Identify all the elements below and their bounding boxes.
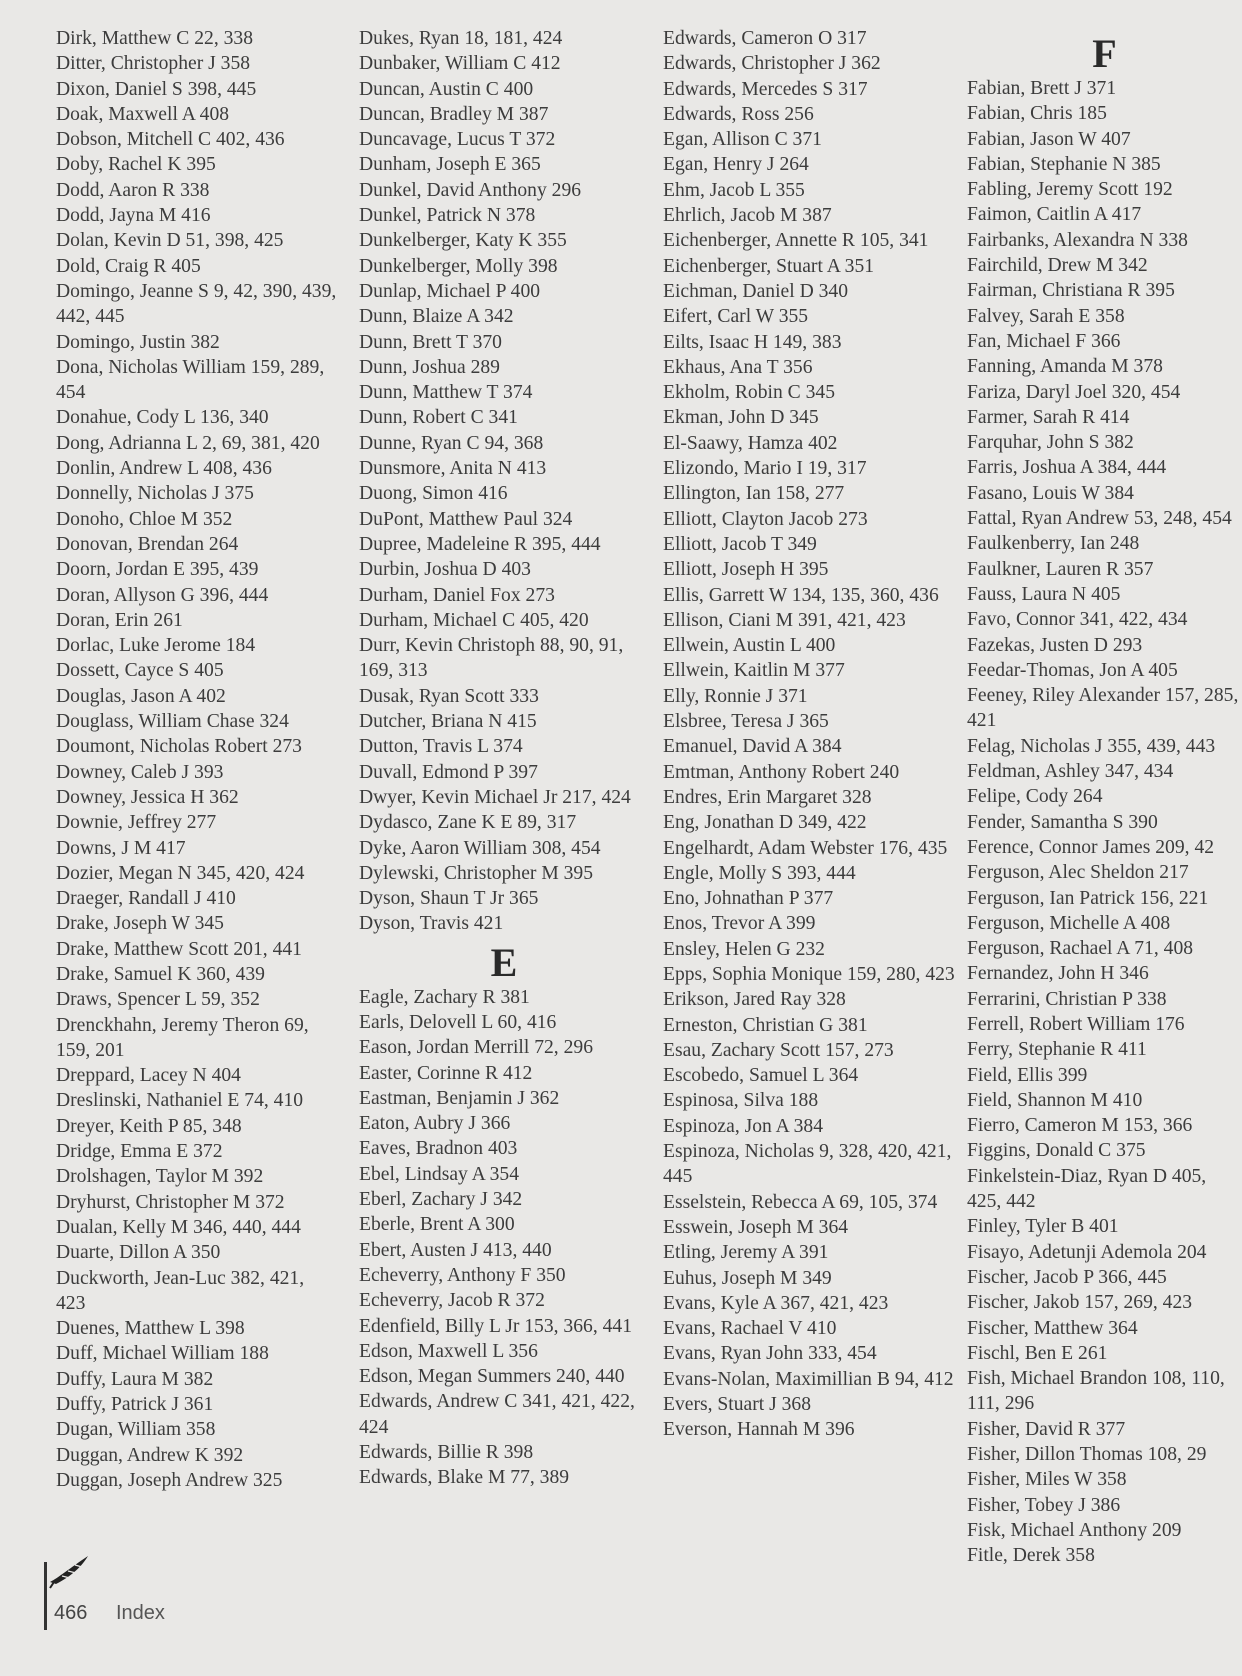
index-entry: Dukes, Ryan 18, 181, 424 [359,28,563,49]
index-entry: Eichenberger, Stuart A 351 [663,255,875,277]
index-entry: Edwards, Ross 256 [663,103,814,125]
index-entry: Dolan, Kevin D 51, 398, 425 [56,230,284,252]
index-entry: Downs, J M 417 [56,837,186,859]
index-entry: Dwyer, Kevin Michael Jr 217, 424 [359,786,631,808]
index-entry: Ferguson, Ian Patrick 156, 221 [967,887,1209,909]
index-entry: Fernandez, John H 346 [967,963,1149,985]
index-entry: Ferguson, Michelle A 408 [967,912,1171,934]
index-entry: Dualan, Kelly M 346, 440, 444 [56,1216,301,1238]
index-entry: Etling, Jeremy A 391 [663,1242,829,1264]
index-entry: Dupree, Madeleine R 395, 444 [359,533,601,555]
index-entry: Fisher, Tobey J 386 [967,1494,1121,1516]
index-entry: Duncan, Bradley M 387 [359,103,549,125]
index-entry: Dunn, Brett T 370 [359,331,502,353]
index-entry: Epps, Sophia Monique 159, 280, 423 [663,963,955,985]
index-entry: Ensley, Helen G 232 [663,938,825,960]
index-entry: Dozier, Megan N 345, 420, 424 [56,862,305,884]
index-entry: Eaton, Aubry J 366 [359,1113,511,1135]
index-entry: Figgins, Donald C 375 [967,1140,1146,1162]
index-entry: Downie, Jeffrey 277 [56,812,217,834]
index-entry: Field, Shannon M 410 [967,1089,1143,1111]
index-entry: Fabian, Brett J 371 [967,78,1117,99]
index-entry: Emanuel, David A 384 [663,736,842,758]
section-letter-heading: E [490,939,518,985]
index-entry: Ferguson, Alec Sheldon 217 [967,862,1189,884]
index-column-3 [663,26,961,1443]
index-entry: Donnelly, Nicholas J 375 [56,483,254,505]
footer-rule [44,1562,47,1630]
index-entry: Durham, Michael C 405, 420 [359,609,589,631]
index-entry: Echeverry, Jacob R 372 [359,1290,545,1312]
index-entry: Duffy, Laura M 382 [56,1368,214,1390]
index-entry: Dodd, Jayna M 416 [56,205,211,227]
index-entry: Dunn, Blaize A 342 [359,306,514,328]
index-entry: Dunn, Matthew T 374 [359,382,533,404]
index-entry: Evans, Kyle A 367, 421, 423 [663,1292,889,1314]
index-entry: Donahue, Cody L 136, 340 [56,407,269,429]
index-entry: Dyke, Aaron William 308, 454 [359,837,601,859]
index-entry: Edwards, Mercedes S 317 [663,78,868,100]
index-entry: Edson, Megan Summers 240, 440 [359,1366,625,1388]
index-entry: Ekman, John D 345 [663,407,819,429]
index-entry: Domingo, Jeanne S 9, 42, 390, 439, 442, 445 [56,280,337,328]
index-entry: Endres, Erin Margaret 328 [663,786,872,808]
quill-pen-icon [48,1552,94,1592]
index-entry: Dunsmore, Anita N 413 [359,458,547,480]
index-entry: Durbin, Joshua D 403 [359,559,531,581]
index-entry: Duong, Simon 416 [359,483,508,505]
index-entry: Elly, Ronnie J 371 [663,685,808,707]
index-entry: Fariza, Daryl Joel 320, 454 [967,381,1181,403]
index-entry: Farris, Joshua A 384, 444 [967,457,1167,479]
index-entry: Erikson, Jared Ray 328 [663,989,846,1011]
page-footer [44,1552,244,1628]
index-entry: Fairman, Christiana R 395 [967,280,1175,302]
index-entry: Dreslinski, Nathaniel E 74, 410 [56,1090,304,1112]
index-column-4 [967,26,1242,1569]
index-entry: Eberle, Brent A 300 [359,1214,515,1236]
index-entry: Evans, Rachael V 410 [663,1318,837,1340]
index-entry: Eichman, Daniel D 340 [663,280,849,302]
index-entry: Duncavage, Lucus T 372 [359,129,556,151]
index-entry: Edwards, Cameron O 317 [663,28,867,49]
index-entry: Eifert, Carl W 355 [663,306,809,328]
index-entry: Fan, Michael F 366 [967,330,1121,352]
index-entry: Ellwein, Kaitlin M 377 [663,660,845,682]
index-entry: Duckworth, Jean-Luc 382, 421, 423 [56,1267,305,1314]
index-entry: Ebert, Austen J 413, 440 [359,1239,552,1261]
index-entry: Dobson, Mitchell C 402, 436 [56,129,285,151]
index-entry: Edwards, Billie R 398 [359,1442,534,1464]
index-entry: Edwards, Andrew C 341, 421, 422, 424 [359,1391,635,1438]
index-entry: Drake, Matthew Scott 201, 441 [56,938,302,960]
index-entry: Evans, Ryan John 333, 454 [663,1343,877,1365]
index-entry: Doby, Rachel K 395 [56,154,216,176]
index-entry: Faulkenberry, Ian 248 [967,533,1140,555]
index-entry: Fanning, Amanda M 378 [967,356,1163,378]
index-entry: Ditter, Christopher J 358 [56,53,251,75]
index-entry: Doran, Erin 261 [56,609,183,631]
index-entry: Dyson, Shaun T Jr 365 [359,888,539,910]
index-entry: Elsbree, Teresa J 365 [663,711,829,733]
index-entry: Drake, Joseph W 345 [56,913,224,935]
index-entry: Eichenberger, Annette R 105, 341 [663,230,929,252]
index-entry: Dona, Nicholas William 159, 289, 454 [56,356,325,404]
index-entry: Fabian, Jason W 407 [967,128,1131,150]
index-entry: Doak, Maxwell A 408 [56,103,230,125]
index-entry: Ekhaus, Ana T 356 [663,356,813,378]
index-entry: Douglass, William Chase 324 [56,711,289,733]
index-entry: DuPont, Matthew Paul 324 [359,508,573,530]
index-entry: Earls, Delovell L 60, 416 [359,1011,557,1033]
index-entry: Fisher, Miles W 358 [967,1469,1127,1491]
index-entry: Fender, Samantha S 390 [967,811,1158,833]
index-entry: Draeger, Randall J 410 [56,888,236,910]
index-entry: Feldman, Ashley 347, 434 [967,761,1174,783]
index-entry: Ferguson, Rachael A 71, 408 [967,938,1194,960]
index-entry: Fischer, Jakob 157, 269, 423 [967,1292,1193,1314]
index-entry: Fattal, Ryan Andrew 53, 248, 454 [967,508,1232,530]
index-entry: Fasano, Louis W 384 [967,482,1134,504]
index-entry: Eason, Jordan Merrill 72, 296 [359,1037,593,1059]
index-entry: Edson, Maxwell L 356 [359,1340,538,1362]
index-entry: Dunlap, Michael P 400 [359,280,541,302]
index-entry: Ekholm, Robin C 345 [663,382,836,404]
index-entry: Dridge, Emma E 372 [56,1141,223,1163]
index-entry: Elliott, Clayton Jacob 273 [663,508,868,530]
section-letter-heading: F [1092,31,1117,76]
index-entry: Evans-Nolan, Maximillian B 94, 412 [663,1368,954,1390]
index-entry: Doran, Allyson G 396, 444 [56,584,269,606]
index-entry: Egan, Allison C 371 [663,129,822,151]
index-entry: Dunkelberger, Katy K 355 [359,230,567,252]
index-entry: Ehrlich, Jacob M 387 [663,205,832,227]
index-entry: Fabling, Jeremy Scott 192 [967,179,1173,201]
index-entry: Egan, Henry J 264 [663,154,809,176]
index-entry: Duffy, Patrick J 361 [56,1394,214,1416]
index-entry: Feedar-Thomas, Jon A 405 [967,659,1178,681]
index-entry: Easter, Corinne R 412 [359,1062,533,1084]
index-entry: Favo, Connor 341, 422, 434 [967,609,1188,631]
index-entry: Fauss, Laura N 405 [967,583,1121,605]
index-entry: Dunkel, David Anthony 296 [359,179,582,201]
index-column-1 [56,26,338,1493]
index-entry: Dryhurst, Christopher M 372 [56,1191,285,1213]
index-entry: Espinosa, Silva 188 [663,1090,819,1112]
index-entry: Fierro, Cameron M 153, 366 [967,1115,1193,1137]
index-entry: Esswein, Joseph M 364 [663,1216,849,1238]
index-entry: Ebel, Lindsay A 354 [359,1163,520,1185]
index-entry: Fairbanks, Alexandra N 338 [967,229,1188,251]
index-entry: Elizondo, Mario I 19, 317 [663,458,867,480]
index-entry: Ellison, Ciani M 391, 421, 423 [663,609,906,631]
index-entry: Fish, Michael Brandon 108, 110, 111, 296 [967,1368,1225,1415]
index-entry: Ference, Connor James 209, 42 [967,836,1215,858]
index-entry: Fairchild, Drew M 342 [967,255,1148,277]
index-entry: Dunn, Joshua 289 [359,356,500,378]
index-entry: Dunn, Robert C 341 [359,407,518,429]
index-entry: Donoho, Chloe M 352 [56,508,233,530]
index-entry: El-Saawy, Hamza 402 [663,432,838,454]
index-entry: Dunbaker, William C 412 [359,53,561,75]
index-entry: Duenes, Matthew L 398 [56,1318,245,1340]
index-entry: Fisayo, Adetunji Ademola 204 [967,1241,1207,1263]
index-entry: Faulkner, Lauren R 357 [967,558,1154,580]
index-entry: Duggan, Joseph Andrew 325 [56,1469,283,1491]
index-entry: Fisher, Dillon Thomas 108, 29 [967,1444,1207,1466]
index-entry: Duarte, Dillon A 350 [56,1242,221,1264]
index-entry: Elliott, Joseph H 395 [663,559,829,581]
index-entry: Faimon, Caitlin A 417 [967,204,1142,226]
index-entry: Edwards, Blake M 77, 389 [359,1467,570,1489]
index-entry: Espinoza, Nicholas 9, 328, 420, 421, 445 [663,1141,952,1188]
index-entry: Euhus, Joseph M 349 [663,1267,832,1289]
index-entry: Drolshagen, Taylor M 392 [56,1166,264,1188]
index-entry: Dunne, Ryan C 94, 368 [359,432,544,454]
index-entry: Domingo, Justin 382 [56,331,220,353]
index-entry: Downey, Jessica H 362 [56,786,239,808]
index-entry: Eastman, Benjamin J 362 [359,1087,560,1109]
index-entry: Esau, Zachary Scott 157, 273 [663,1039,894,1061]
index-entry: Dutton, Travis L 374 [359,736,523,758]
index-entry: Dold, Craig R 405 [56,255,201,277]
index-entry: Donlin, Andrew L 408, 436 [56,458,272,480]
index-entry: Draws, Spencer L 59, 352 [56,989,260,1011]
index-entry: Everson, Hannah M 396 [663,1419,855,1441]
index-entry: Evers, Stuart J 368 [663,1394,812,1416]
index-entry: Doumont, Nicholas Robert 273 [56,736,302,758]
index-entry: Downey, Caleb J 393 [56,761,224,783]
index-entry: Duff, Michael William 188 [56,1343,269,1365]
index-entry: Dreyer, Keith P 85, 348 [56,1115,242,1137]
index-entry: Edwards, Christopher J 362 [663,53,881,75]
index-entry: Duvall, Edmond P 397 [359,761,538,783]
index-entry: Dunkel, Patrick N 378 [359,205,536,227]
index-entry: Dunkelberger, Molly 398 [359,255,558,277]
index-entry: Doorn, Jordan E 395, 439 [56,559,259,581]
index-entry: Fisk, Michael Anthony 209 [967,1519,1182,1541]
index-entry: Ellis, Garrett W 134, 135, 360, 436 [663,584,939,606]
index-entry: Fisher, David R 377 [967,1418,1126,1440]
index-entry: Duncan, Austin C 400 [359,78,534,100]
index-entry: Fabian, Stephanie N 385 [967,153,1161,175]
index-entry: Dodd, Aaron R 338 [56,179,210,201]
index-entry: Espinoza, Jon A 384 [663,1115,824,1137]
index-entry: Engelhardt, Adam Webster 176, 435 [663,837,948,859]
index-entry: Fitle, Derek 358 [967,1545,1095,1567]
index-entry: Eberl, Zachary J 342 [359,1189,523,1211]
page-number: 466 [54,1602,88,1624]
index-entry: Ferrell, Robert William 176 [967,1013,1185,1035]
index-entry: Edenfield, Billy L Jr 153, 366, 441 [359,1315,633,1337]
index-entry: Eno, Johnathan P 377 [663,888,834,910]
index-entry: Erneston, Christian G 381 [663,1014,868,1036]
index-entry: Echeverry, Anthony F 350 [359,1264,566,1286]
index-entry: Dugan, William 358 [56,1419,216,1441]
index-entry: Farquhar, John S 382 [967,432,1134,454]
index-entry: Feeney, Riley Alexander 157, 285, 421 [967,685,1239,732]
section-label: Index [116,1602,165,1624]
index-entry: Dossett, Cayce S 405 [56,660,224,682]
index-entry: Dorlac, Luke Jerome 184 [56,635,256,657]
index-entry: Drenckhahn, Jeremy Theron 69, 159, 201 [56,1014,309,1061]
index-entry: Fabian, Chris 185 [967,103,1107,125]
index-entry: Ellwein, Austin L 400 [663,635,836,657]
index-entry: Dunham, Joseph E 365 [359,154,541,176]
index-entry: Emtman, Anthony Robert 240 [663,761,900,783]
index-entry: Douglas, Jason A 402 [56,685,226,707]
index-entry: Felipe, Cody 264 [967,786,1103,808]
index-entry: Eng, Jonathan D 349, 422 [663,812,867,834]
index-entry: Durham, Daniel Fox 273 [359,584,555,606]
index-entry: Farmer, Sarah R 414 [967,406,1130,428]
index-entry: Esselstein, Rebecca A 69, 105, 374 [663,1191,938,1213]
index-entry: Drake, Samuel K 360, 439 [56,963,265,985]
index-entry: Eaves, Bradnon 403 [359,1138,518,1160]
index-entry: Fazekas, Justen D 293 [967,634,1143,656]
index-entry: Ellington, Ian 158, 277 [663,483,845,505]
index-entry: Ehm, Jacob L 355 [663,179,805,201]
index-entry: Elliott, Jacob T 349 [663,533,817,555]
index-entry: Duggan, Andrew K 392 [56,1444,244,1466]
index-column-2 [359,26,649,1491]
index-entry: Dong, Adrianna L 2, 69, 381, 420 [56,432,320,454]
index-entry: Fischer, Jacob P 366, 445 [967,1266,1167,1288]
index-entry: Dyson, Travis 421 [359,913,504,935]
index-entry: Dusak, Ryan Scott 333 [359,685,539,707]
index-entry: Finley, Tyler B 401 [967,1216,1119,1238]
index-entry: Finkelstein-Diaz, Ryan D 405, 425, 442 [967,1165,1207,1213]
index-entry: Eilts, Isaac H 149, 383 [663,331,842,353]
index-entry: Dixon, Daniel S 398, 445 [56,78,257,100]
index-entry: Field, Ellis 399 [967,1064,1088,1086]
index-entry: Felag, Nicholas J 355, 439, 443 [967,735,1216,757]
index-entry: Fischer, Matthew 364 [967,1317,1138,1339]
index-entry: Dirk, Matthew C 22, 338 [56,28,254,49]
index-entry: Dreppard, Lacey N 404 [56,1065,241,1087]
index-entry: Enos, Trevor A 399 [663,913,816,935]
index-entry: Donovan, Brendan 264 [56,533,239,555]
index-entry: Ferrarini, Christian P 338 [967,988,1167,1010]
index-entry: Dydasco, Zane K E 89, 317 [359,812,577,834]
index-entry: Engle, Molly S 393, 444 [663,862,856,884]
index-entry: Ferry, Stephanie R 411 [967,1039,1147,1061]
index-entry: Falvey, Sarah E 358 [967,305,1125,327]
index-entry: Fischl, Ben E 261 [967,1342,1108,1364]
index-entry: Dylewski, Christopher M 395 [359,862,594,884]
index-entry: Dutcher, Briana N 415 [359,711,537,733]
index-entry: Escobedo, Samuel L 364 [663,1065,859,1087]
index-entry: Durr, Kevin Christoph 88, 90, 91, 169, 313 [359,635,624,682]
index-entry: Eagle, Zachary R 381 [359,986,530,1008]
